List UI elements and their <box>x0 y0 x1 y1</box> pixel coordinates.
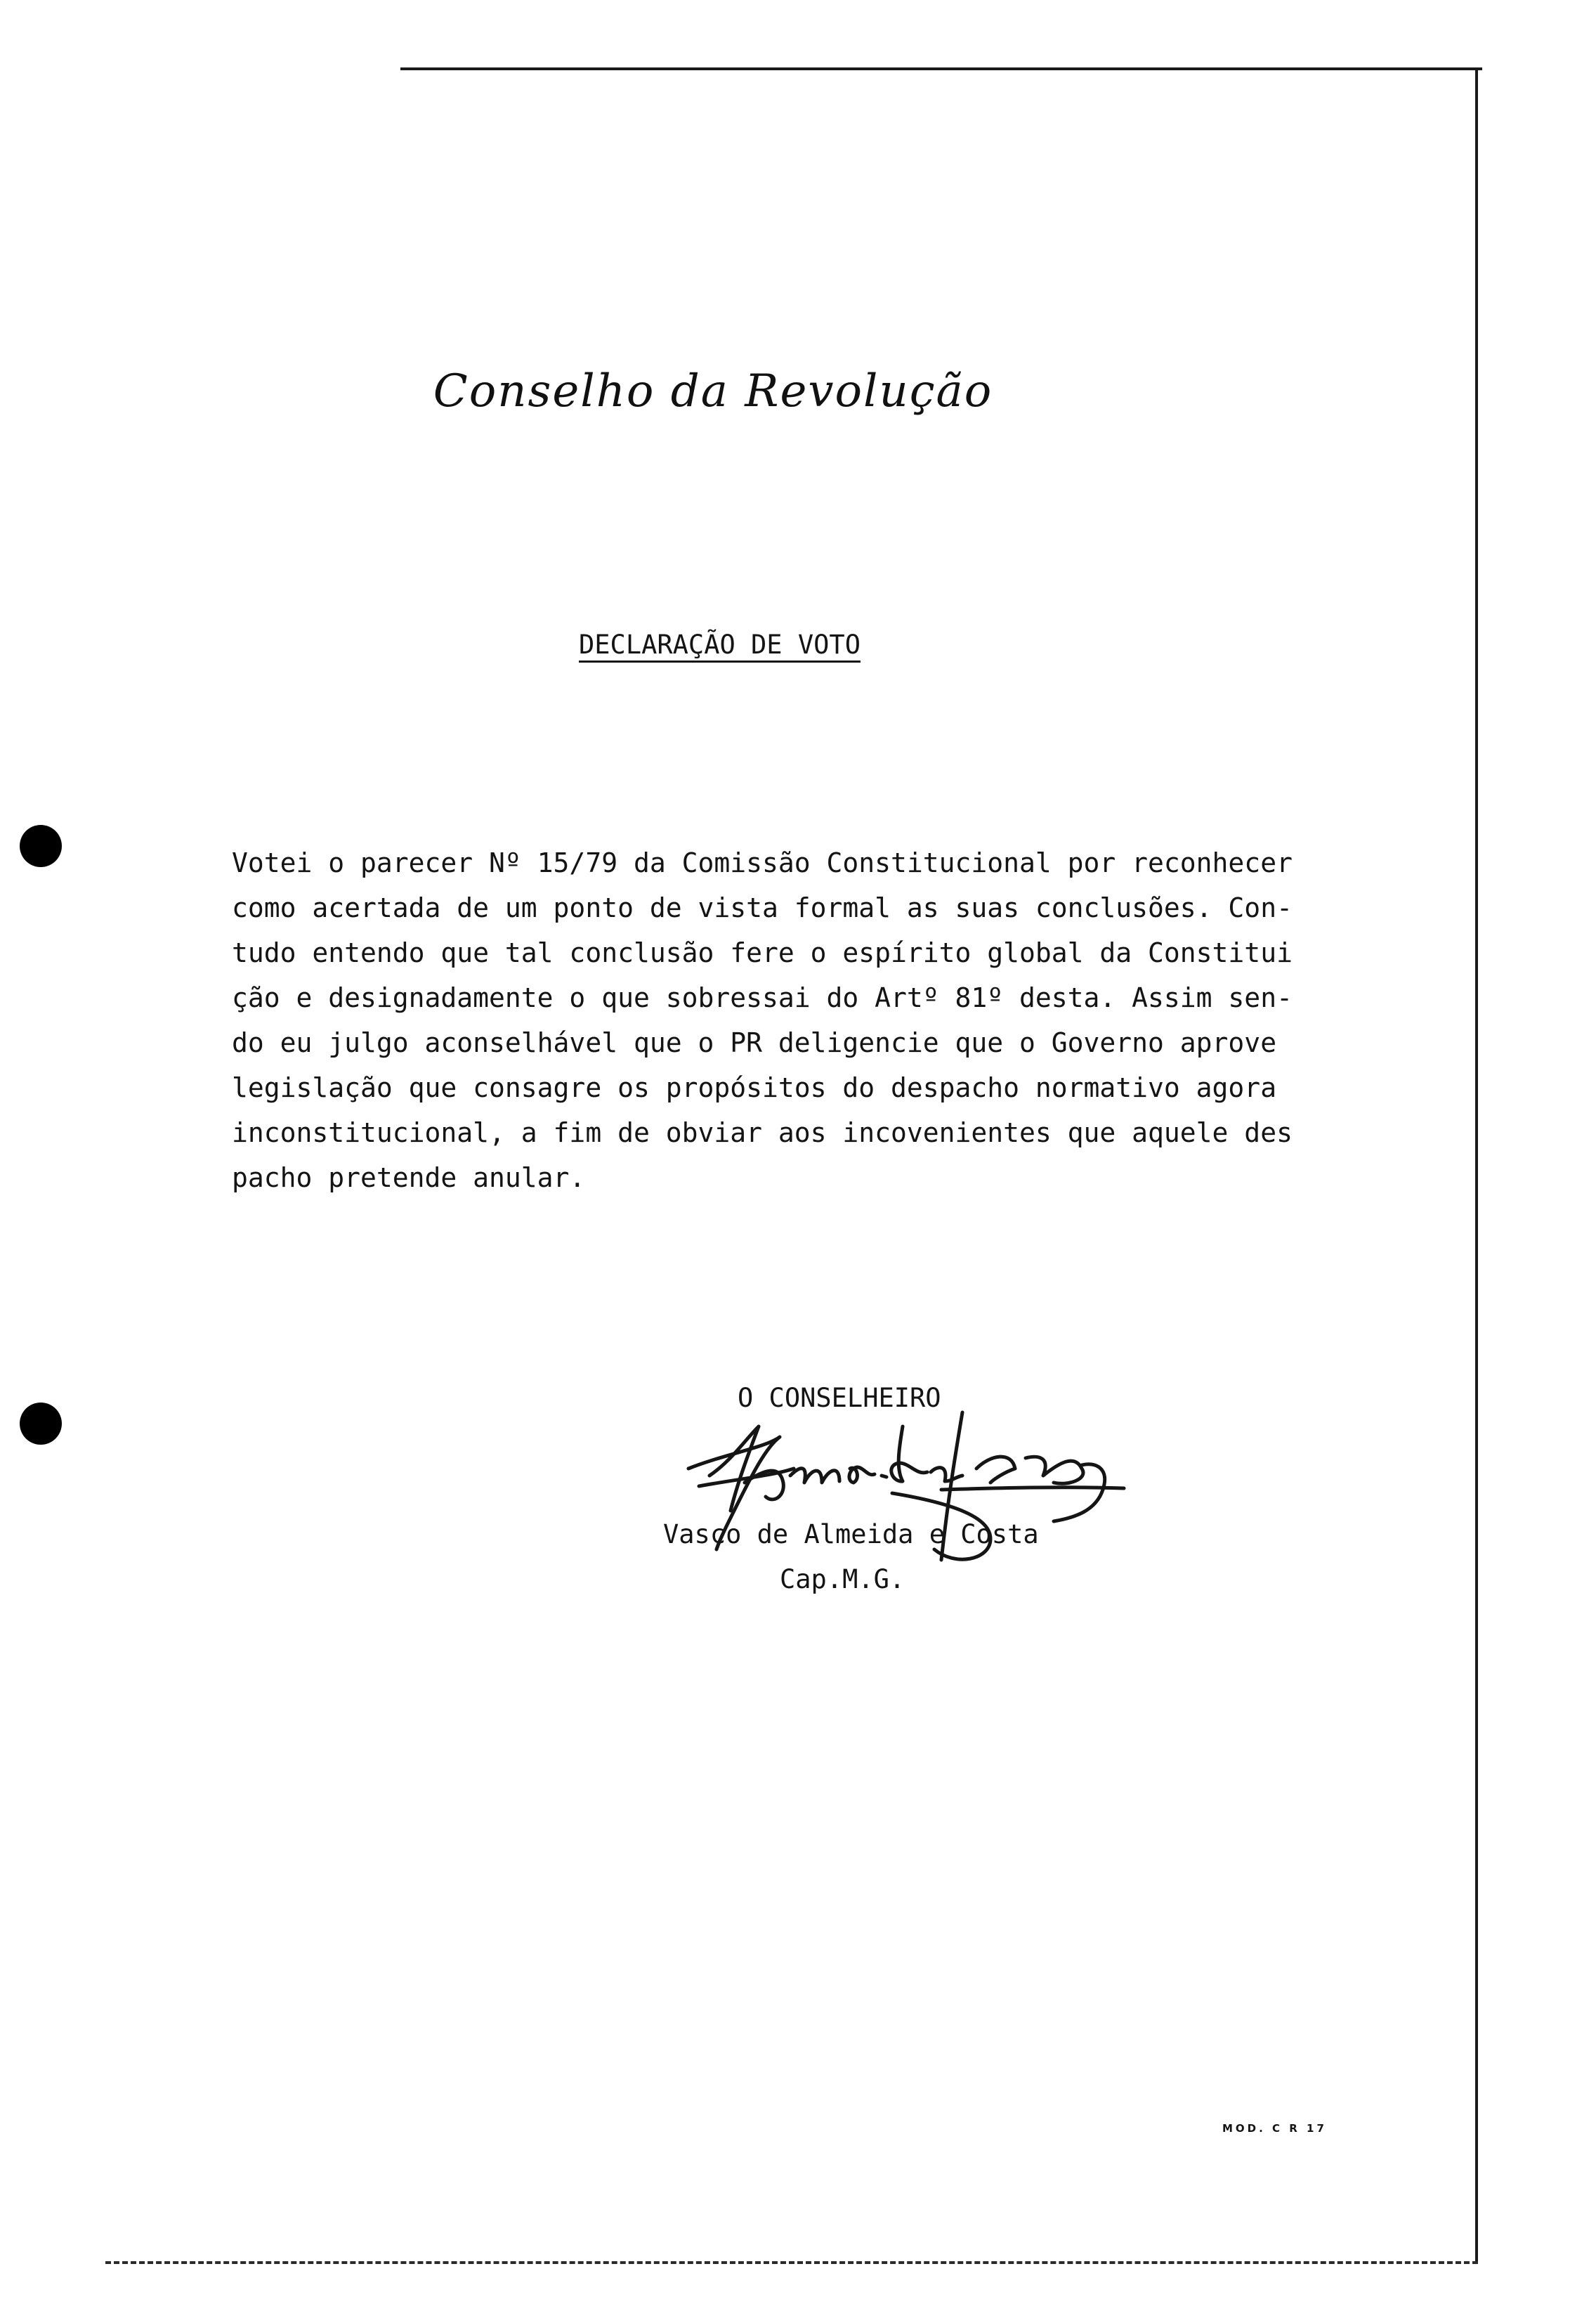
signatory-rank: Cap.M.G. <box>780 1564 905 1594</box>
letterhead: Conselho da Revolução <box>433 365 993 417</box>
page-frame-top <box>400 67 1482 70</box>
document-title: DECLARAÇÃO DE VOTO <box>579 630 861 660</box>
body-line: Votei o parecer Nº 15/79 da Comissão Constitucional por reconhecer <box>232 847 1293 878</box>
form-code: MOD. C R 17 <box>1222 2122 1327 2135</box>
page-frame-bottom <box>105 2261 1478 2264</box>
punch-hole-bottom <box>20 1403 62 1445</box>
signatory-name: Vasco de Almeida e Costa <box>663 1519 1039 1549</box>
body-line: pacho pretende anular. <box>232 1162 586 1193</box>
body-line: ção e designadamente o que sobressai do Artº 81º desta. Assim sen- <box>232 982 1293 1013</box>
declaration-body <box>232 840 1293 1200</box>
body-line: do eu julgo aconselhável que o PR deligencie que o Governo aprove <box>232 1027 1277 1058</box>
punch-hole-top <box>20 825 62 867</box>
handwritten-signature <box>660 1398 1138 1581</box>
body-line: tudo entendo que tal conclusão fere o espírito global da Constitui <box>232 937 1293 968</box>
body-line: como acertada de um ponto de vista formal as suas conclusões. Con- <box>232 892 1293 923</box>
page-frame-right <box>1475 70 1478 2263</box>
body-line: legislação que consagre os propósitos do despacho normativo agora <box>232 1072 1277 1103</box>
signature-heading: O CONSELHEIRO <box>738 1383 941 1413</box>
body-line: inconstitucional, a fim de obviar aos incovenientes que aquele des <box>232 1117 1293 1148</box>
